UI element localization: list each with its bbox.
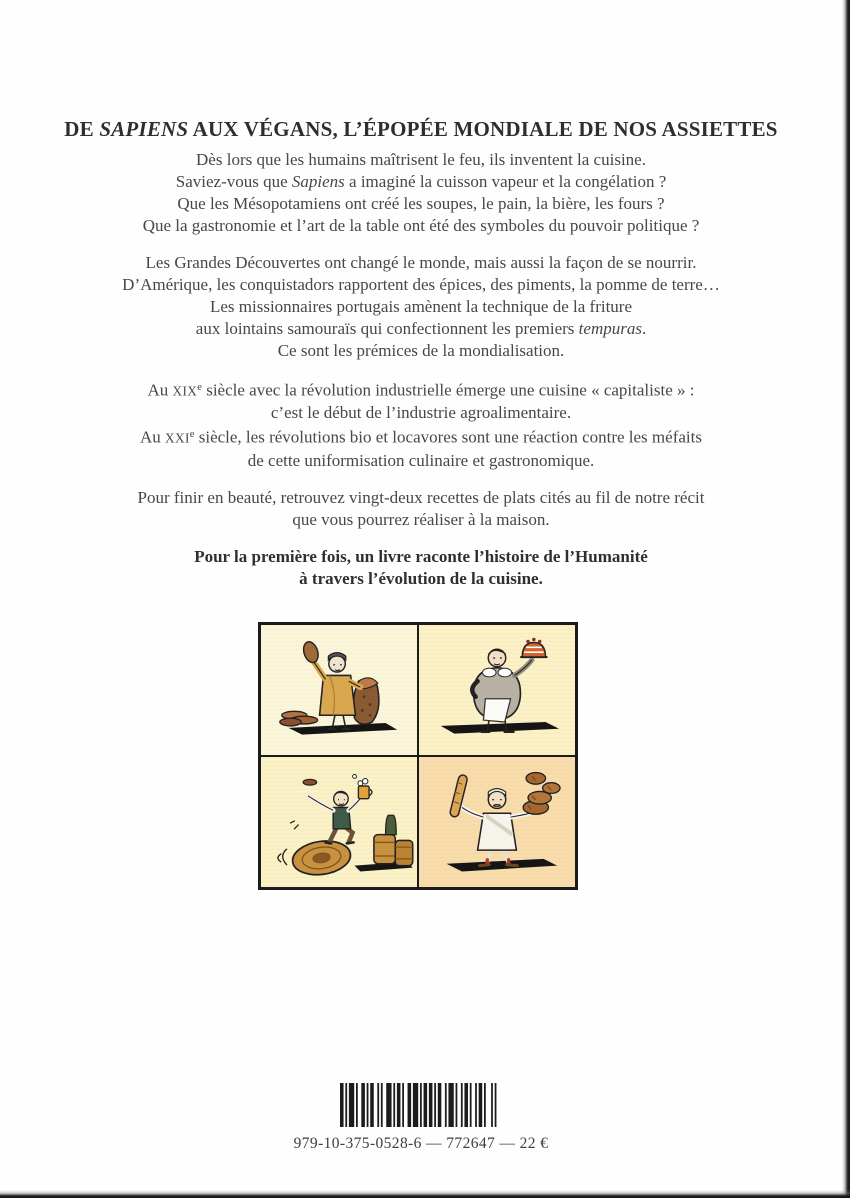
barcode	[337, 1083, 503, 1127]
page-title: DE SAPIENS AUX VÉGANS, L’ÉPOPÉE MONDIALE DE NOS ASSIETTES	[64, 117, 778, 142]
scan-edge-bottom	[0, 1190, 850, 1198]
text-line: aux lointains samouraïs qui confectionnent les premiers tempuras.	[195, 319, 647, 338]
text-line: Les Grandes Découvertes ont changé le monde, mais aussi la façon de se nourrir.	[145, 253, 697, 272]
scan-edge-right	[842, 0, 850, 1198]
text-line: à travers l’évolution de la cuisine.	[299, 568, 543, 588]
text-line: Ce sont les prémices de la mondialisation.	[277, 341, 565, 360]
panel-medieval-butcher	[261, 625, 418, 756]
barrel-dancer-drawing	[261, 757, 417, 887]
text-line: que vous pourrez réaliser à la maison.	[292, 509, 550, 529]
text-line: Pour finir en beauté, retrouvez vingt-deux recettes de plats cités au fil de notre récit	[137, 487, 705, 507]
text-line: Les missionnaires portugais amènent la technique de la friture	[209, 297, 633, 316]
medieval-butcher-drawing	[261, 625, 417, 755]
body-paragraphs	[0, 149, 842, 605]
text-line: de cette uniformisation culinaire et gastronomique.	[247, 450, 595, 470]
text-line: D’Amérique, les conquistadors rapportent des épices, des piments, la pomme de terre…	[122, 275, 720, 294]
panel-barrel-dancer	[261, 756, 418, 887]
text-line: Que la gastronomie et l’art de la table ont été des symboles du pouvoir politique ?	[142, 216, 700, 235]
body-paragraph	[0, 377, 842, 472]
text-line: Saviez-vous que Sapiens a imaginé la cuisson vapeur et la congélation ?	[175, 172, 667, 191]
baker-juggler-drawing	[419, 757, 575, 887]
body-paragraph	[0, 487, 842, 531]
panel-baker-juggler	[418, 756, 575, 887]
text-line: c’est le début de l’industrie agroalimentaire.	[270, 403, 572, 423]
court-cook-drawing	[419, 625, 575, 755]
body-paragraph	[0, 252, 842, 362]
body-paragraph	[0, 149, 842, 237]
isbn-price-line: 979-10-375-0528-6 — 772647 — 22 €	[293, 1135, 549, 1152]
four-panel-illustration	[258, 622, 578, 890]
text-line: Que les Mésopotamiens ont créé les soupes, le pain, la bière, les fours ?	[177, 194, 665, 213]
text-line: Au XXIe siècle, les révolutions bio et locavores sont une réaction contre les méfaits	[140, 427, 702, 447]
text-line: Pour la première fois, un livre raconte l’histoire de l’Humanité	[194, 546, 648, 566]
closing-statement	[0, 546, 842, 590]
panel-court-cook	[418, 625, 575, 756]
text-line: Au XIXe siècle avec la révolution industrielle émerge une cuisine « capitaliste » :	[147, 380, 695, 400]
text-line: Dès lors que les humains maîtrisent le feu, ils inventent la cuisine.	[196, 150, 646, 169]
